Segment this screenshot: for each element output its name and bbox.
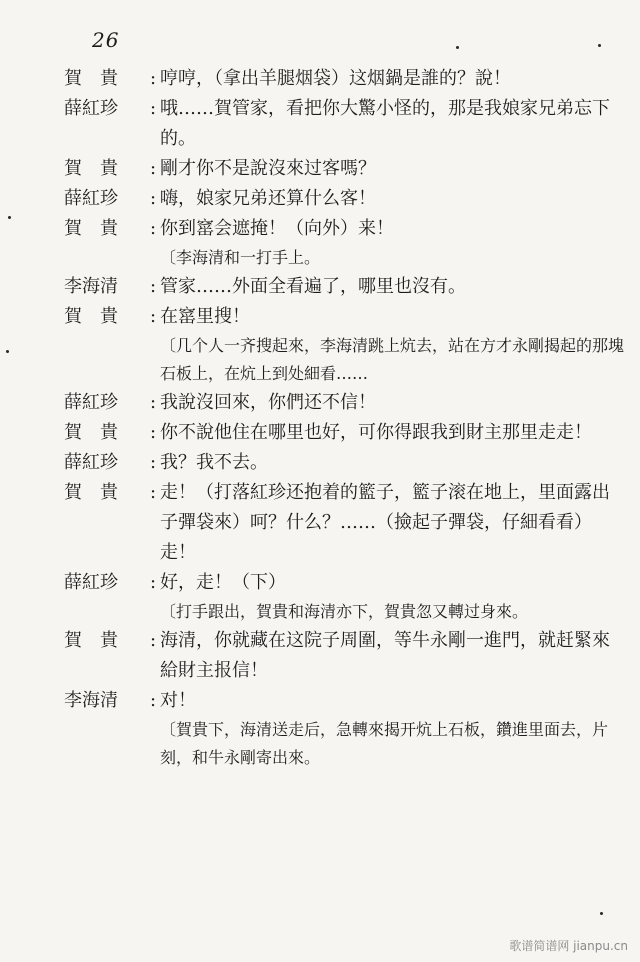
colon: : — [150, 482, 157, 503]
stage-direction: 〔李海清和一打手上。 — [160, 248, 321, 267]
speaker-name: 薛紅珍 — [64, 452, 118, 473]
speech-text: 我說沒回來，你們还不信！ — [160, 392, 376, 413]
speech-text: 剛才你不是說沒來过客嗎？ — [160, 158, 376, 179]
dialogue-line — [64, 154, 624, 184]
speech-text: 对！ — [160, 690, 196, 711]
dialogue-line — [64, 568, 624, 598]
colon: : — [150, 158, 157, 179]
speech-text: 你到窰会遮掩！（向外）来！ — [160, 218, 394, 239]
speaker-name: 賀 貴 — [64, 158, 118, 179]
dialogue-line — [64, 272, 624, 302]
speaker-name: 薛紅珍 — [64, 392, 118, 413]
dialogue-line — [64, 448, 624, 478]
speaker-name: 賀 貴 — [64, 630, 118, 651]
speaker-name: 賀 貴 — [64, 68, 118, 89]
ink-speck — [456, 46, 459, 49]
dialogue-line — [64, 626, 624, 686]
ink-speck — [6, 350, 9, 353]
speaker-name: 李海清 — [64, 276, 118, 297]
dialogue-line — [64, 64, 624, 94]
ink-speck — [598, 44, 601, 47]
speech-text: 我？我不去。 — [160, 452, 268, 473]
ink-speck — [600, 912, 603, 915]
speech-text: 海清，你就藏在这院子周圍，等牛永剛一進門，就赶緊來給財主报信！ — [160, 630, 610, 681]
dialogue-line — [64, 686, 624, 716]
stage-direction: 〔打手跟出，賀貴和海清亦下，賀貴忽又轉过身來。 — [160, 602, 529, 621]
speaker-name: 賀 貴 — [64, 218, 118, 239]
speaker-name: 薛紅珍 — [64, 572, 118, 593]
speaker-name: 賀 貴 — [64, 306, 118, 327]
speech-text: 管家……外面全看遍了，哪里也沒有。 — [160, 276, 466, 297]
speaker-name: 薛紅珍 — [64, 188, 118, 209]
script-body — [64, 64, 624, 772]
stage-direction: 〔几个人一齐搜起來，李海清跳上炕去，站在方才永剛揭起的那塊石板上，在炕上到处細看…… — [160, 336, 625, 383]
dialogue-line — [64, 302, 624, 332]
dialogue-line — [64, 94, 624, 154]
colon: : — [150, 276, 157, 297]
colon: : — [150, 68, 157, 89]
speech-text: 在窰里搜！ — [160, 306, 250, 327]
site-watermark: 歌谱简谱网 jianpu.cn — [509, 939, 628, 953]
speech-text: 哼哼，（拿出羊腿烟袋）这烟鍋是誰的？說！ — [160, 68, 511, 89]
colon: : — [150, 98, 157, 119]
page-number: 26 — [92, 28, 120, 52]
dialogue-line — [64, 388, 624, 418]
dialogue-line — [64, 418, 624, 448]
speech-text: 嗨，娘家兄弟还算什么客！ — [160, 188, 376, 209]
speaker-name: 薛紅珍 — [64, 98, 118, 119]
colon: : — [150, 218, 157, 239]
dialogue-line — [64, 478, 624, 568]
colon: : — [150, 188, 157, 209]
speech-text: 你不說他住在哪里也好，可你得跟我到財主那里走走！ — [160, 422, 592, 443]
stage-direction: 〔賀貴下，海清送走后，急轉來揭开炕上石板，鑽進里面去，片刻，和牛永剛寄出來。 — [160, 720, 609, 767]
colon: : — [150, 452, 157, 473]
speech-text: 好，走！（下） — [160, 572, 286, 593]
colon: : — [150, 422, 157, 443]
colon: : — [150, 690, 157, 711]
dialogue-line — [64, 214, 624, 244]
colon: : — [150, 572, 157, 593]
colon: : — [150, 630, 157, 651]
speaker-name: 賀 貴 — [64, 482, 118, 503]
colon: : — [150, 306, 157, 327]
colon: : — [150, 392, 157, 413]
speech-text: 走！（打落紅珍还抱着的籃子，籃子滚在地上，里面露出子彈袋來）呵？什么？……（撿起子彈袋，仔細看看）走！ — [160, 482, 610, 563]
dialogue-line — [64, 184, 624, 214]
speaker-name: 賀 貴 — [64, 422, 118, 443]
speaker-name: 李海清 — [64, 690, 118, 711]
ink-speck — [8, 216, 11, 219]
speech-text: 哦……賀管家，看把你大驚小怪的，那是我娘家兄弟忘下的。 — [160, 98, 610, 149]
